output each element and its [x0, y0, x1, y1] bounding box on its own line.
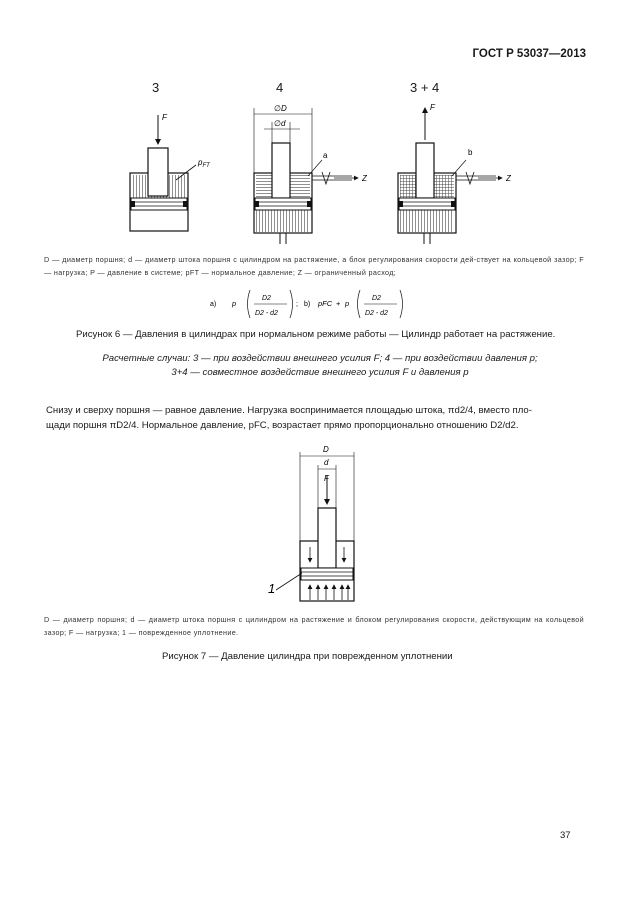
pressure-label-ft: $p_{FT}$ [198, 158, 210, 169]
page-number: 37 [560, 830, 571, 841]
flow-label-z-4: Z [362, 174, 367, 183]
figure6-diagram [0, 95, 630, 255]
case-label-3: 3 [152, 80, 160, 95]
figure6-subcaption-line2: 3+4 — совместное воздействие внешнего усилия F и давления p [171, 367, 469, 378]
fig7-force-label: F [324, 474, 329, 483]
figure7-legend: D — диаметр поршня; d — диаметр штока поршня с цилиндром на растяжение и блоком регулирования скорости, действующим на кольцевой зазор; F — нагрузка; 1 — поврежденное уплотнение. [44, 615, 584, 637]
figure6-subcaption-line1: Расчетные случаи: 3 — при воздействии внешнего усилия F; 4 — при воздействии давления p; [102, 353, 538, 364]
figure6-formulas [210, 287, 430, 321]
cylinder-case-4 [254, 108, 358, 244]
paragraph-line1: Снизу и сверху поршня — равное давление. Нагрузка воспринимается площадью штока, πd2/4, вместо пло- [46, 405, 532, 416]
document-standard-number: ГОСТ Р 53037—2013 [472, 48, 586, 60]
figure7-diagram [0, 440, 630, 605]
cylinder-case-3 [130, 115, 196, 231]
case-label-3-plus-4: 3 + 4 [410, 80, 440, 95]
fig7-diameter-label-D: D [323, 445, 329, 454]
formula-a-p: p [232, 299, 237, 308]
force-label-3: F [162, 113, 167, 122]
formula-a-num: D2 [262, 295, 271, 302]
cylinder-case-3-plus-4 [398, 108, 502, 244]
diameter-label-d: ∅d [274, 119, 286, 128]
formula-b-p: p [345, 299, 350, 308]
formula-b-plus: + [336, 299, 341, 308]
formula-b-den: D2 - d2 [365, 310, 388, 317]
flow-label-z-3-plus-4: Z [506, 174, 511, 183]
label-a: a [323, 151, 328, 160]
figure6-caption: Рисунок 6 — Давления в цилиндрах при нормальном режиме работы — Цилиндр работает на растяжение. [76, 329, 556, 340]
fig7-diameter-label-d: d [324, 458, 329, 467]
label-b: b [468, 148, 473, 157]
paragraph-line2: щади поршня πD2/4. Нормальное давление, pFC, возрастает прямо пропорционально отношению D2/d2. [46, 420, 519, 431]
formula-b-prefix: b) [304, 301, 311, 308]
figure6-legend: D — диаметр поршня; d — диаметр штока поршня с цилиндром на растяжение, а блок регулирования скорости дей-ствует на кольцевой зазор; F — нагрузка; P — давление в системе; pFT — нормальное давление; Z — ограниченный расход; [44, 255, 584, 277]
fig7-seal-label: 1 [268, 581, 276, 596]
formula-a-den: D2 - d2 [255, 310, 278, 317]
formula-b-num: D2 [372, 295, 381, 302]
figure7-caption: Рисунок 7 — Давление цилиндра при поврежденном уплотнении [162, 651, 453, 662]
case-label-4: 4 [276, 80, 284, 95]
svg-text:;: ; [296, 301, 298, 308]
formula-b-pfc: pFC [318, 299, 333, 308]
force-label-3-plus-4: F [430, 103, 435, 112]
cylinder-figure7 [276, 452, 354, 601]
diameter-label-D: ∅D [274, 104, 287, 113]
formula-a-prefix: a) [210, 301, 217, 308]
